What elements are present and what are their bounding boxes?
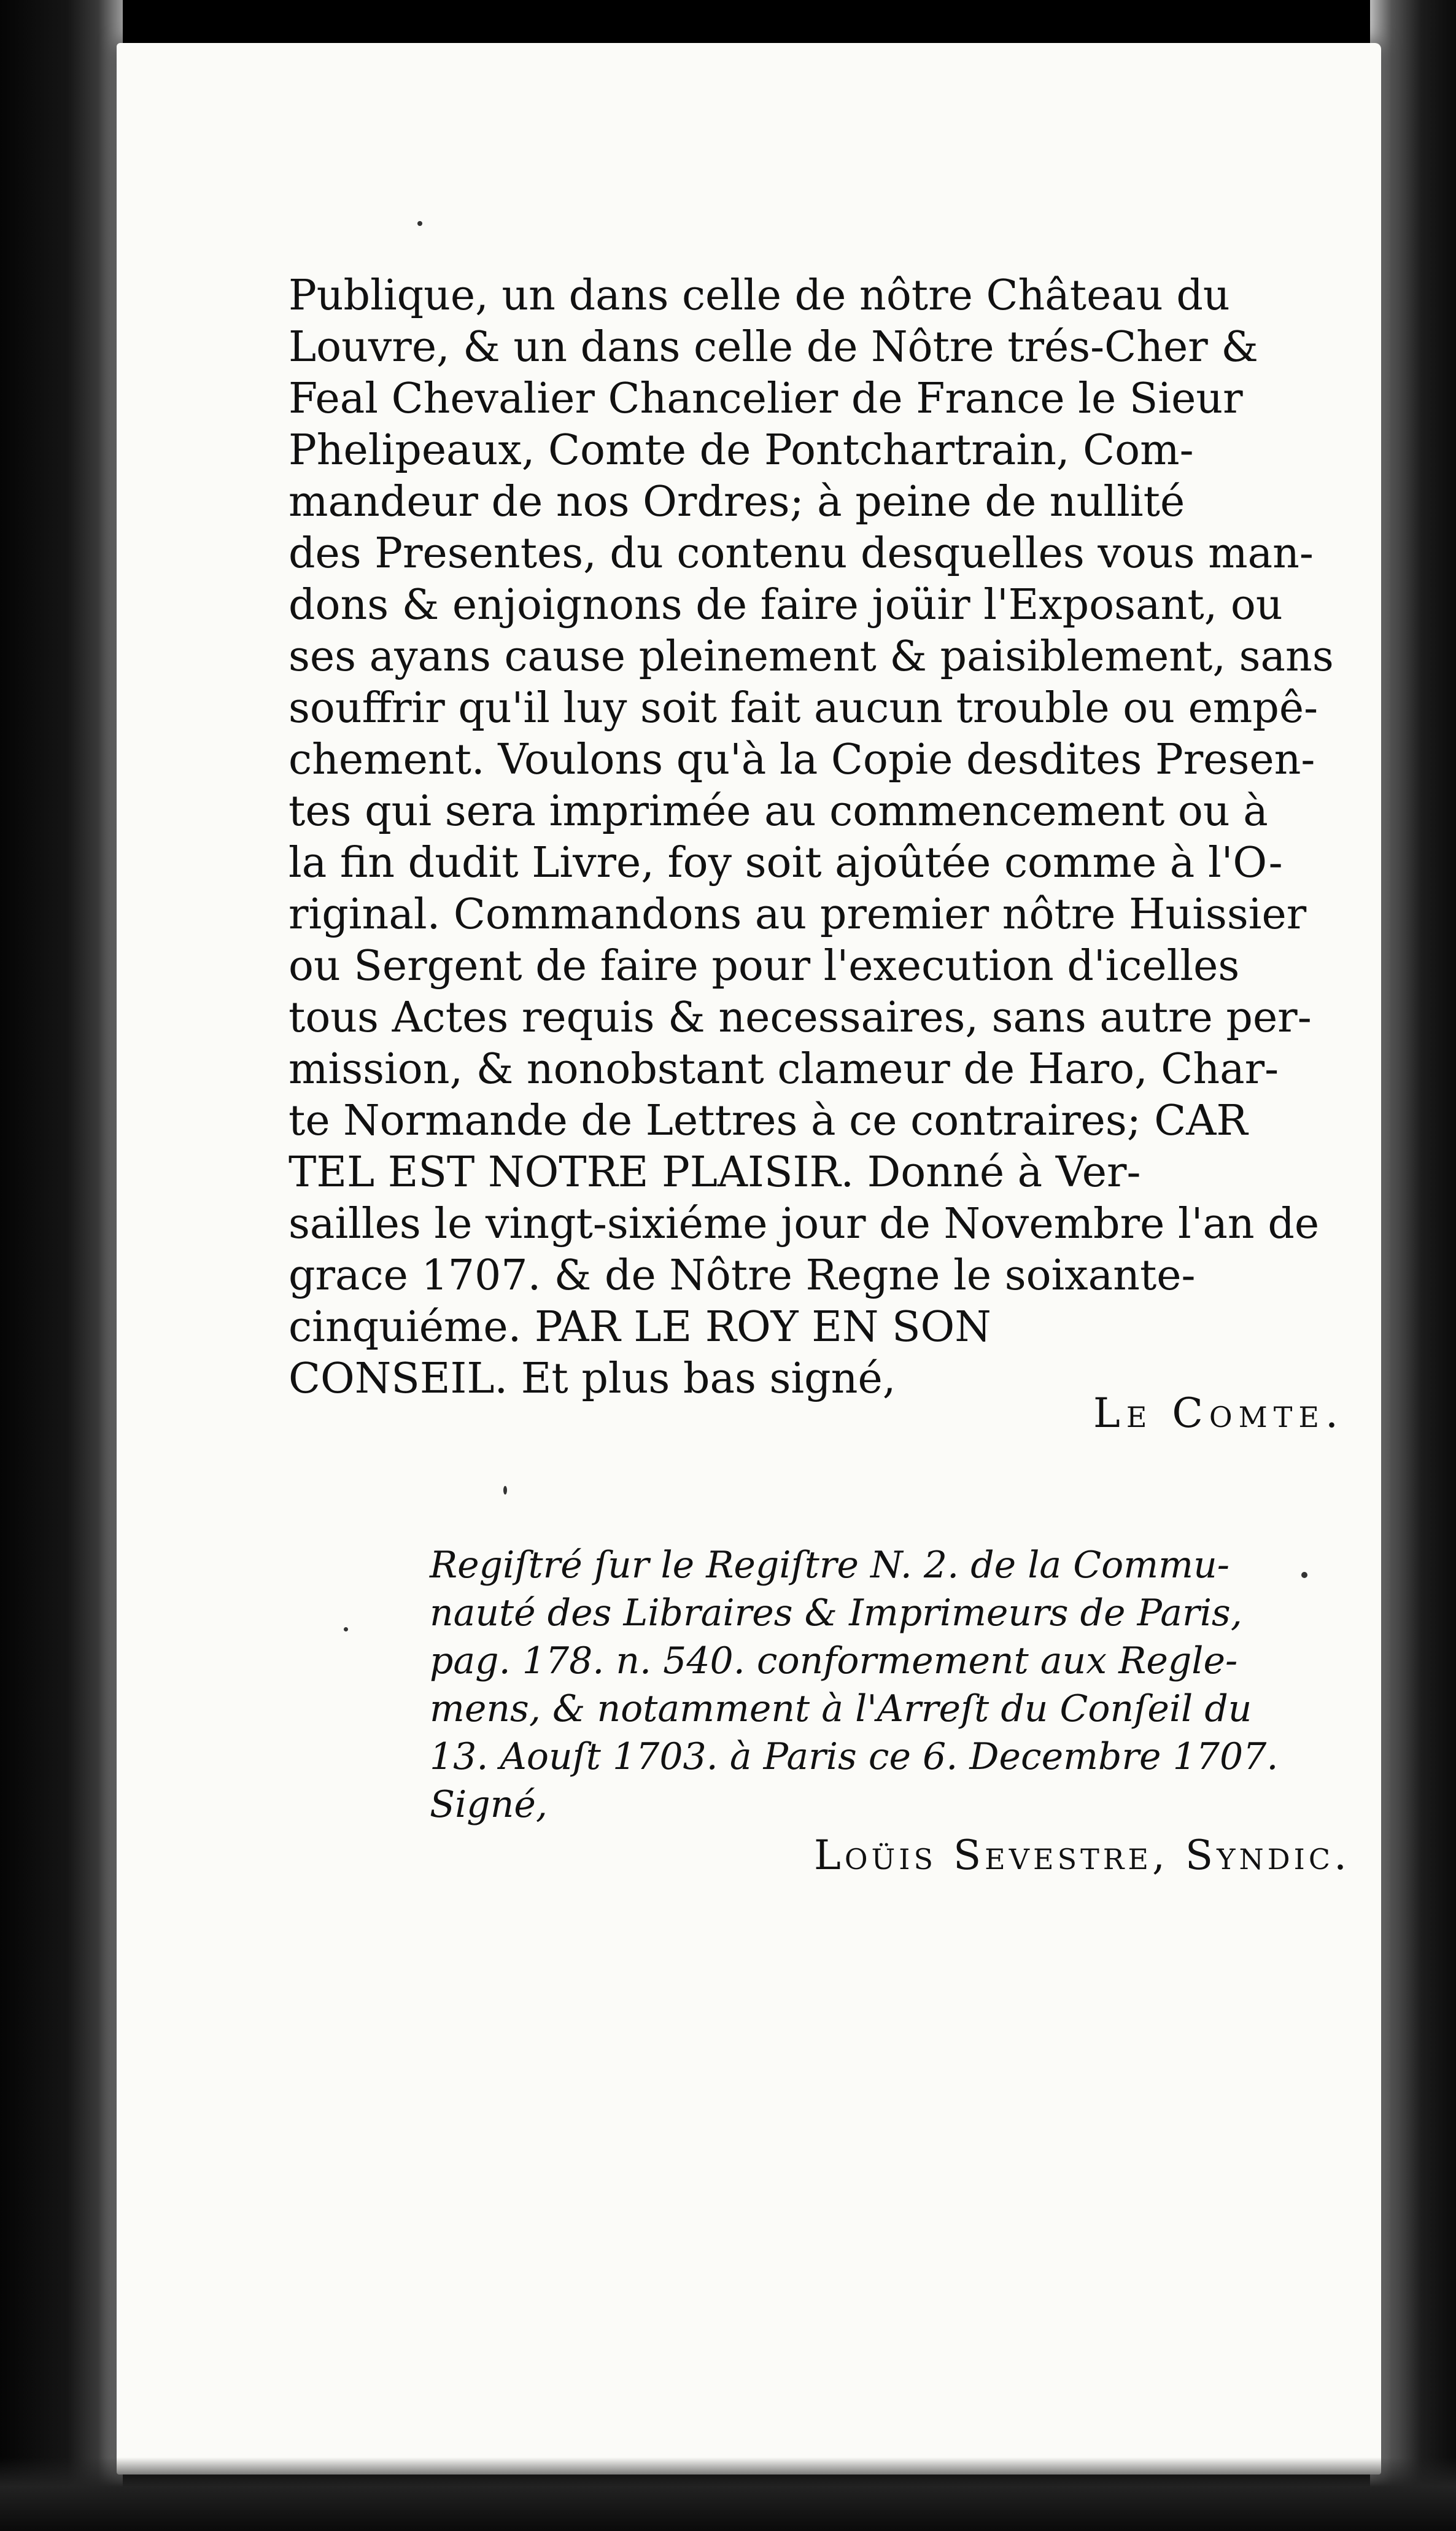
- registration-line: 13. Aouſt 1703. à Paris ce 6. Decembre 1707.: [430, 1735, 1279, 1778]
- text-line: des Presentes, du contenu desquelles vous man-: [288, 529, 1314, 578]
- text-line: ses ayans cause pleinement & paisiblement, sans: [288, 632, 1334, 681]
- text-line: Publique, un dans celle de nôtre Château du: [288, 271, 1230, 320]
- registration-line: Regiſtré ſur le Regiſtre N. 2. de la Commu-: [430, 1544, 1229, 1587]
- text-line: cinquiéme. PAR LE ROY EN SON: [288, 1303, 991, 1351]
- scan-border-left: [0, 0, 123, 2531]
- signature-syndic: Loüis Sevestre, Syndic.: [814, 1832, 1350, 1879]
- text-line: tous Actes requis & necessaires, sans autre per-: [288, 993, 1312, 1042]
- registration-line: Signé,: [430, 1783, 548, 1826]
- registration-line: pag. 178. n. 540. conformement aux Regle-: [430, 1639, 1238, 1682]
- privilege-text: [288, 270, 1344, 1405]
- text-line: Louvre, & un dans celle de Nôtre trés-Cher &: [288, 323, 1258, 371]
- text-line: ou Sergent de faire pour l'execution d'icelles: [288, 942, 1240, 990]
- text-line: sailles le vingt-sixiéme jour de Novembre l'an de: [288, 1200, 1320, 1248]
- text-line: te Normande de Lettres à ce contraires; CAR: [288, 1097, 1248, 1145]
- text-line: tes qui sera imprimée au commencement ou à: [288, 787, 1268, 836]
- body-paragraph: [288, 270, 1344, 1405]
- scan-speck: [503, 1486, 507, 1495]
- text-line: CONSEIL. Et plus bas signé,: [288, 1355, 896, 1403]
- registration-note: [430, 1541, 1350, 1829]
- text-line: mandeur de nos Ordres; à peine de nullité: [288, 478, 1185, 526]
- text-line: dons & enjoignons de faire joüir l'Exposant, ou: [288, 581, 1283, 629]
- text-line: grace 1707. & de Nôtre Regne le soixante-: [288, 1251, 1196, 1300]
- text-line: Feal Chevalier Chancelier de France le Sieur: [288, 375, 1243, 423]
- text-line: TEL EST NOTRE PLAISIR. Donné à Ver-: [288, 1148, 1141, 1197]
- registration-line: nauté des Libraires & Imprimeurs de Paris,: [430, 1592, 1242, 1635]
- scan-border-bottom: [0, 2457, 1456, 2531]
- scan-border-right: [1370, 0, 1456, 2531]
- text-line: souffrir qu'il luy soit fait aucun trouble ou empê-: [288, 684, 1319, 733]
- scan-speck: [417, 221, 422, 226]
- text-line: riginal. Commandons au premier nôtre Huissier: [288, 890, 1307, 939]
- text-line: chement. Voulons qu'à la Copie desdites Presen-: [288, 736, 1315, 784]
- registration-line: mens, & notamment à l'Arreſt du Conſeil du: [430, 1687, 1252, 1730]
- text-line: la fin dudit Livre, foy soit ajoûtée comme à l'O-: [288, 839, 1283, 887]
- text-line: mission, & nonobstant clameur de Haro, Char-: [288, 1045, 1279, 1094]
- text-line: Phelipeaux, Comte de Pontchartrain, Com-: [288, 426, 1194, 475]
- signature-le-comte: Le Comte.: [1093, 1390, 1344, 1437]
- scan-speck: [1301, 1572, 1307, 1578]
- scan-speck: [344, 1627, 348, 1631]
